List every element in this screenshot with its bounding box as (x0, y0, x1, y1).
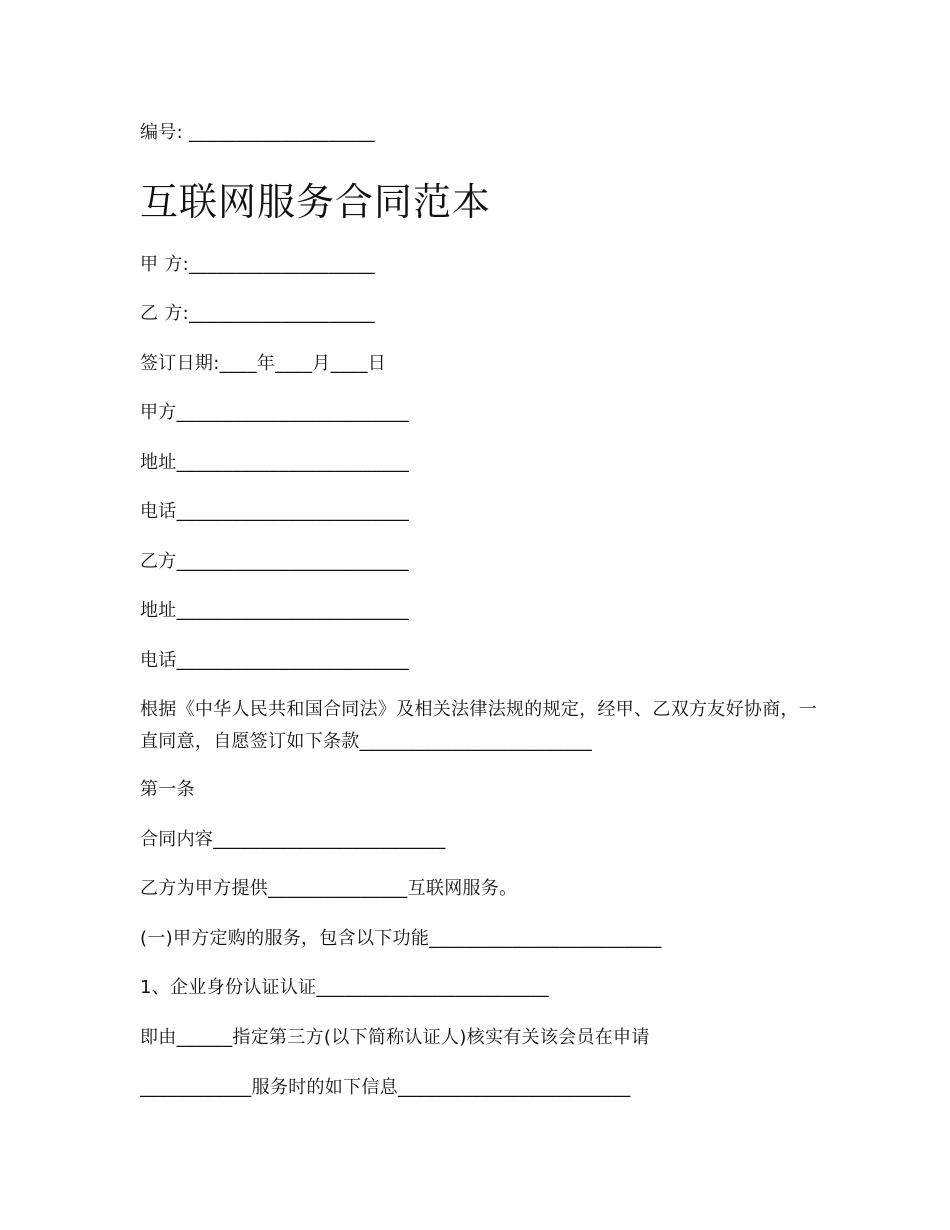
verification-line: 即由______指定第三方(以下简称认证人)核实有关该会员在申请 (140, 1027, 650, 1048)
item-one-line: 1、企业身份认证认证_________________________ (140, 977, 549, 998)
party-a-phone-line: 电话_________________________ (140, 501, 410, 522)
party-a-address-line: 地址_________________________ (140, 452, 410, 473)
party-b-address-line: 地址_________________________ (140, 600, 410, 621)
information-line: ____________服务时的如下信息_________________________ (140, 1077, 631, 1098)
party-b-line: 乙 方:____________________ (140, 303, 375, 324)
document-title: 互联网服务合同范本 (140, 180, 492, 224)
contract-content-line: 合同内容_________________________ (140, 829, 446, 850)
service-line: 乙方为甲方提供_______________互联网服务。 (140, 878, 518, 899)
sign-date-line: 签订日期:____年____月____日 (140, 353, 387, 374)
section-one-line: (一)甲方定购的服务，包含以下功能_________________________ (140, 928, 662, 949)
party-b-phone-line: 电话_________________________ (140, 650, 410, 671)
article-one-heading: 第一条 (140, 779, 195, 800)
party-b-name-line: 乙方_________________________ (140, 551, 410, 572)
party-a-line: 甲 方:____________________ (140, 254, 375, 275)
intro-paragraph: 根据《中华人民共和国合同法》及相关法律法规的规定，经甲、乙双方友好协商，一直同意，自愿签订如下条款_________________________ (140, 699, 818, 752)
contract-number-line: 编号: ____________________ (140, 122, 375, 143)
party-a-name-line: 甲方_________________________ (140, 402, 410, 423)
